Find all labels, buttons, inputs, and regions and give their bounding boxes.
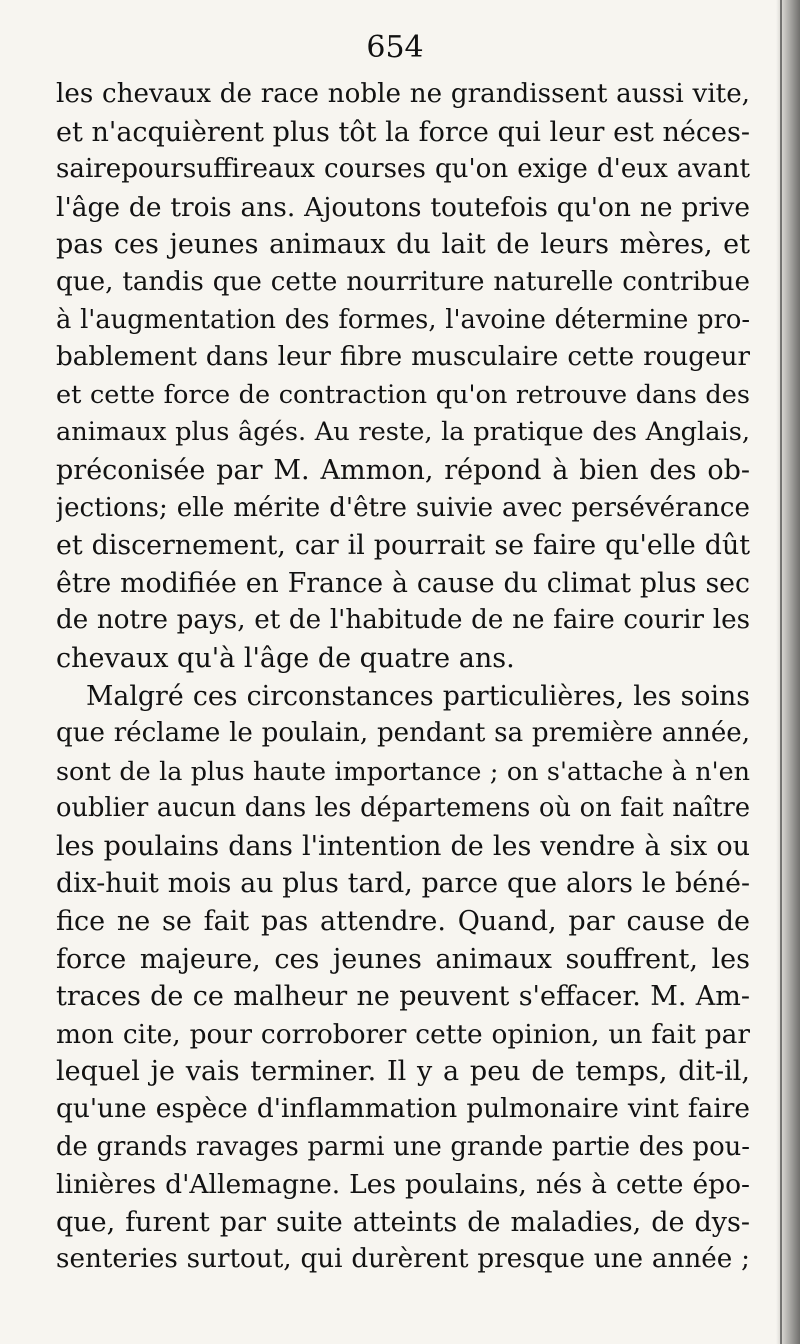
text-line: être modifiée en France à cause du climat plus sec [56,567,750,599]
text-line: linières d'Allemagne. Les poulains, nés à cette épo- [56,1169,750,1201]
text-line: traces de ce malheur ne peuvent s'effacer. M. Am- [56,981,750,1013]
text-line: les chevaux de race noble ne grandissent aussi vite, [56,79,750,109]
text-line: que réclame le poulain, pendant sa première année, [56,718,750,749]
text-line: fice ne se fait pas attendre. Quand, par cause de [56,906,750,938]
page-edge-shadow [776,0,800,1344]
text-line: oublier aucun dans les départemens où on fait naître [56,793,750,824]
page-number: 654 [366,30,424,65]
text-line: et cette force de contraction qu'on retrouve dans des [56,379,750,410]
text-line: force majeure, ces jeunes animaux souffrent, les [56,943,750,975]
text-line: de grands ravages parmi une grande partie des pou- [56,1131,750,1162]
text-line: senteries surtout, qui durèrent presque une année ; [56,1244,750,1275]
text-line: sairepoursuffireaux courses qu'on exige d'eux avant [56,154,750,185]
text-line: l'âge de trois ans. Ajoutons toutefois qu'on ne prive [56,191,750,223]
text-line: mon cite, pour corroborer cette opinion, un fait par [56,1018,750,1050]
text-line: qu'une espèce d'inflammation pulmonaire vint faire [56,1094,750,1125]
text-line: pas ces jeunes animaux du lait de leurs mères, et [56,229,750,261]
text-line: et discernement, car il pourrait se faire qu'elle dût [56,530,750,562]
text-line: Malgré ces circonstances particulières, les soins [86,680,750,712]
text-line: que, tandis que cette nourriture naturelle contribue [56,266,750,297]
text-line: lequel je vais terminer. Il y a peu de temps, dit-il, [56,1056,750,1088]
text-line: que, furent par suite atteints de maladies, de dys- [56,1206,750,1238]
text-line: et n'acquièrent plus tôt la force qui leur est néces- [56,116,750,148]
text-line: à l'augmentation des formes, l'avoine détermine pro- [56,304,750,335]
text-line: dix-huit mois au plus tard, parce que alors le béné- [56,868,750,900]
text-line: chevaux qu'à l'âge de quatre ans. [56,642,515,674]
text-line: de notre pays, et de l'habitude de ne faire courir les [56,605,750,636]
text-line: sont de la plus haute importance ; on s'attache à n'en [56,755,750,786]
text-line: jections; elle mérite d'être suivie avec persévérance [56,492,750,523]
text-line: animaux plus âgés. Au reste, la pratique des Anglais, [56,417,750,448]
body-text [56,76,750,1279]
text-line: préconisée par M. Ammon, répond à bien des ob- [56,454,750,486]
text-line: les poulains dans l'intention de les vendre à six ou [56,830,750,862]
text-line: bablement dans leur fibre musculaire cette rougeur [56,342,750,373]
